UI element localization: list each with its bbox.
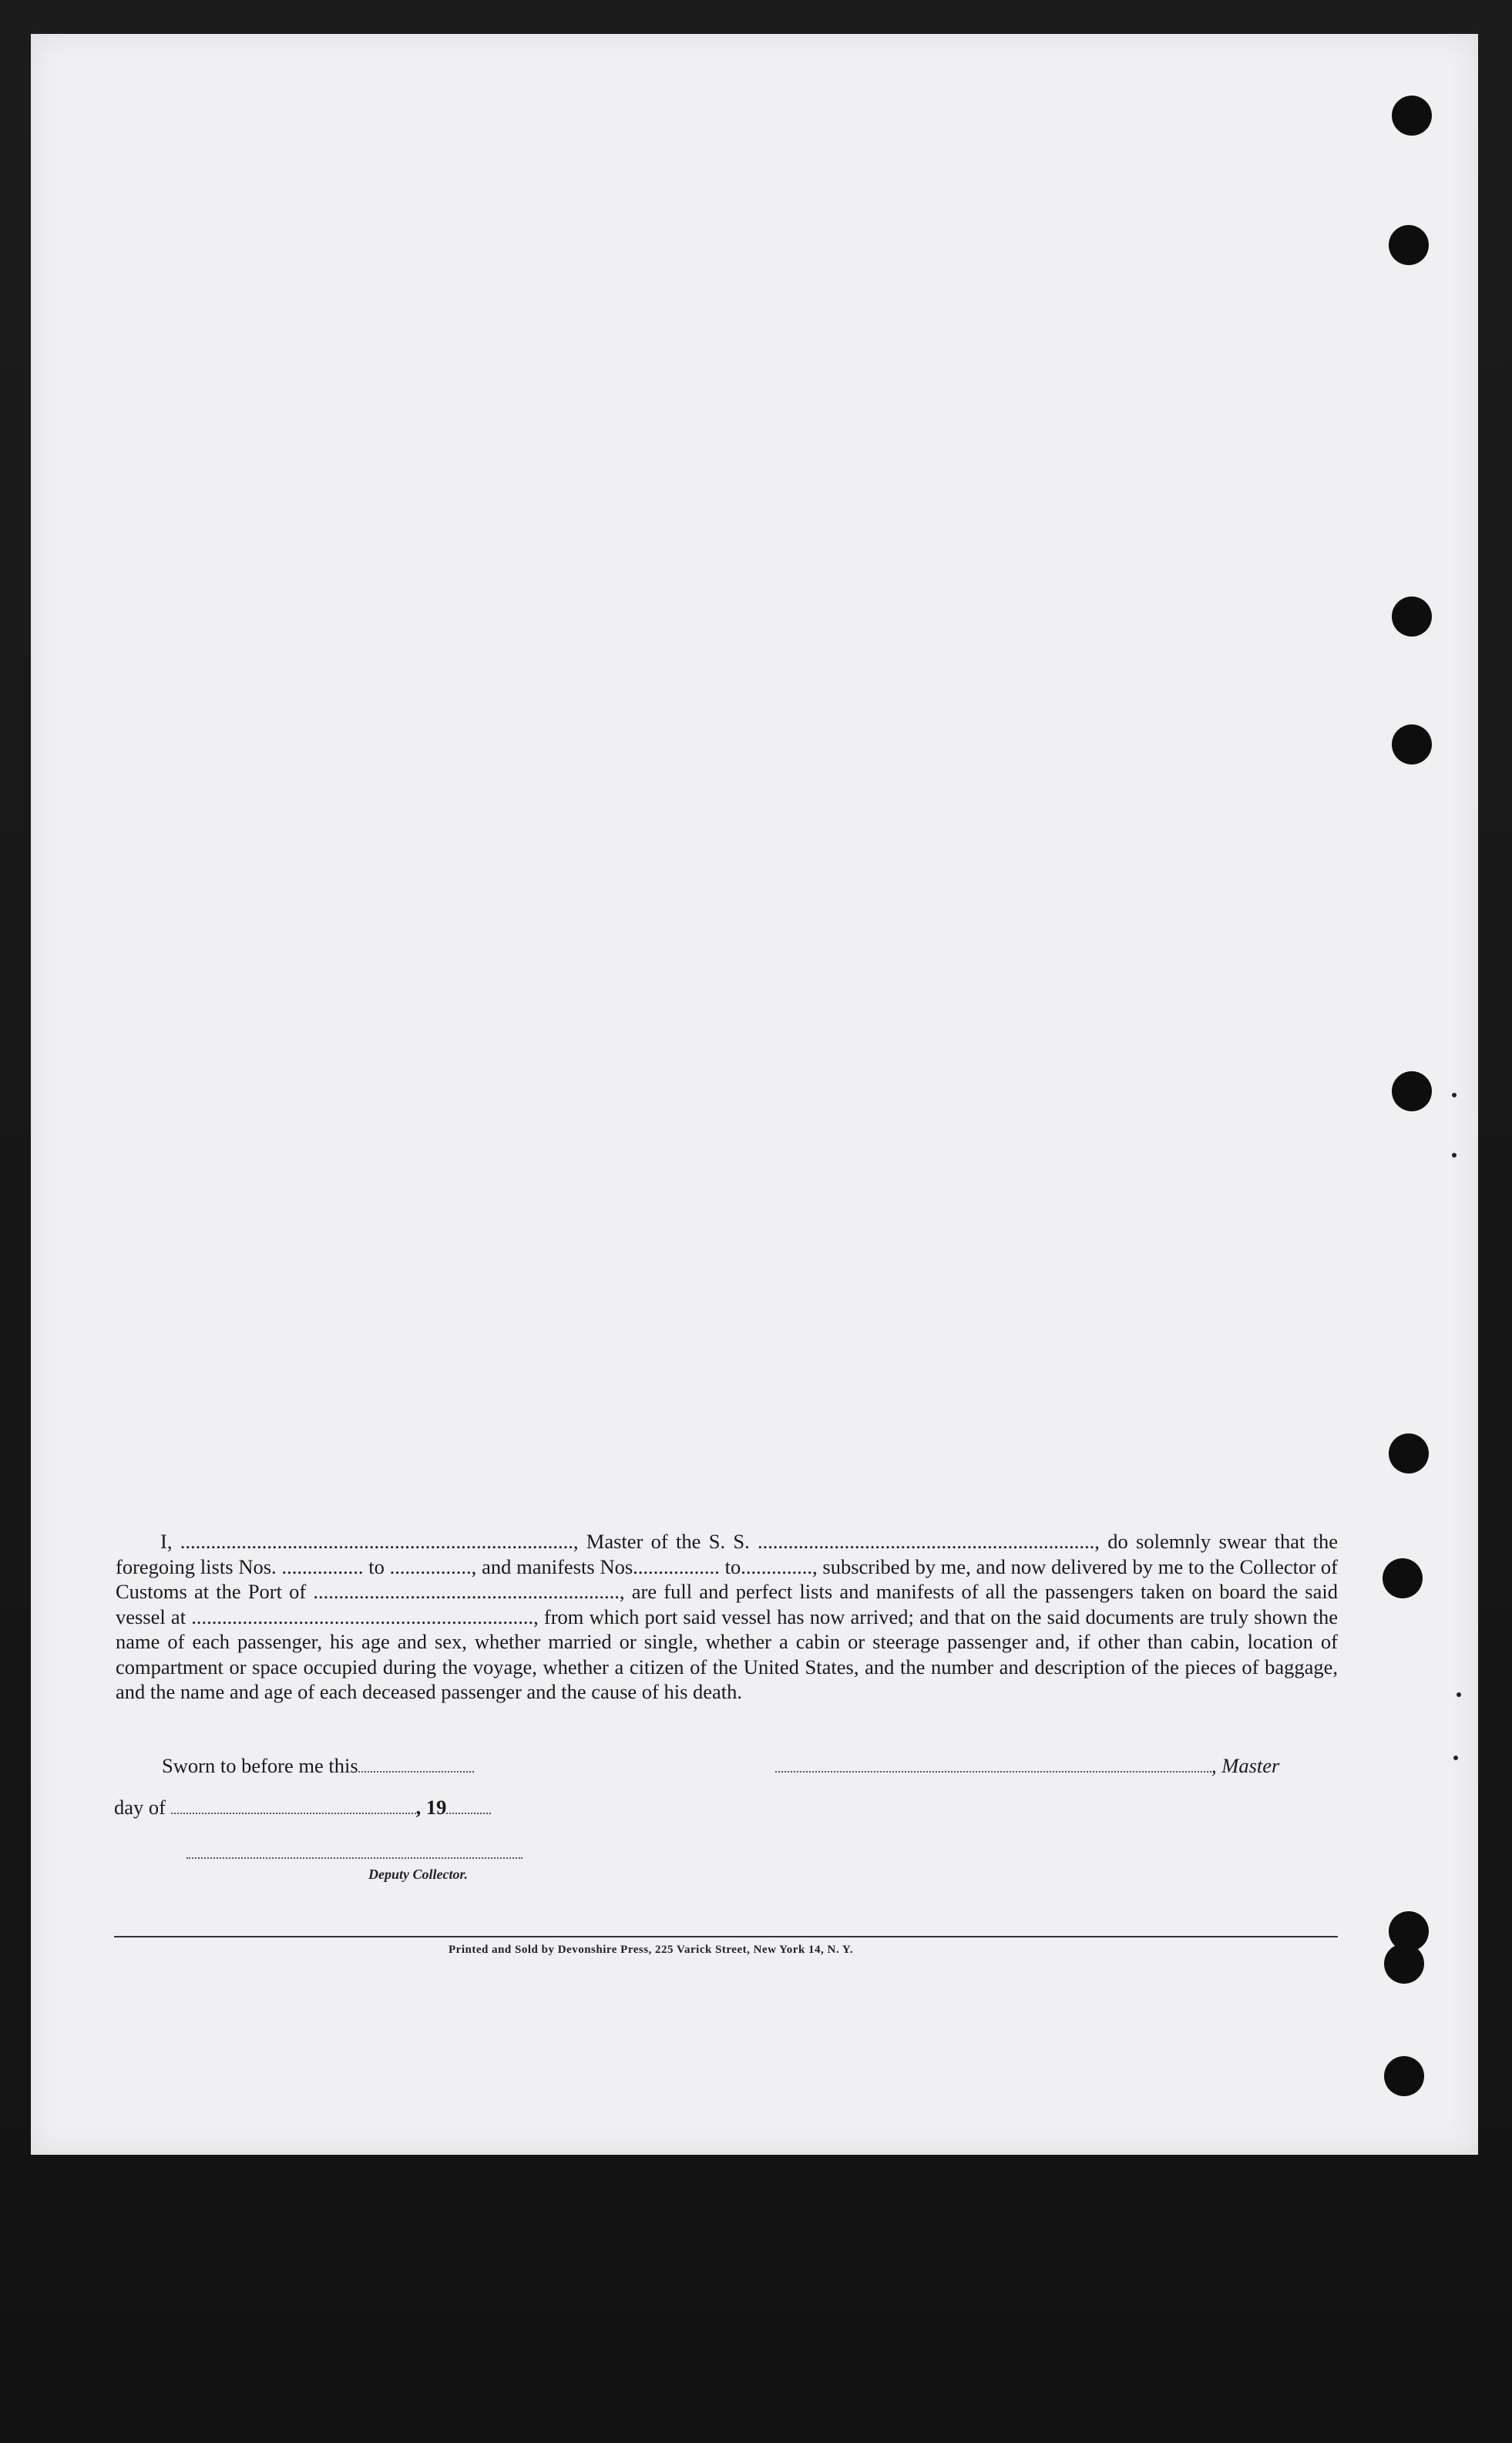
- punch-hole: [1389, 225, 1429, 265]
- deputy-collector-label: Deputy Collector.: [368, 1867, 468, 1882]
- punch-hole: [1392, 1071, 1432, 1111]
- document-page: [31, 34, 1478, 2155]
- day-label: day of: [114, 1796, 166, 1819]
- speck: [1453, 1756, 1458, 1760]
- master-signature-field[interactable]: [775, 1756, 1211, 1773]
- month-field[interactable]: [171, 1797, 416, 1814]
- master-signature-line: [775, 1754, 1279, 1778]
- speck: [1452, 1153, 1457, 1158]
- bleed-through-header: [285, 89, 748, 136]
- punch-hole: [1384, 1944, 1424, 1984]
- punch-hole: [1383, 1558, 1423, 1598]
- master-label: , Master: [1211, 1754, 1280, 1777]
- punch-hole: [1389, 1433, 1429, 1474]
- sworn-date-field[interactable]: [358, 1756, 474, 1773]
- deputy-signature-line: [186, 1840, 522, 1864]
- year-field[interactable]: [446, 1797, 491, 1814]
- punch-hole: [1392, 596, 1432, 637]
- day-line: [114, 1796, 491, 1820]
- speck: [1457, 1692, 1461, 1697]
- punch-hole: [1384, 2056, 1424, 2096]
- oath-paragraph: [116, 1529, 1338, 1705]
- deputy-signature-field[interactable]: [186, 1842, 522, 1859]
- punch-hole: [1392, 96, 1432, 136]
- sworn-label: Sworn to before me this: [162, 1754, 358, 1777]
- speck: [1452, 1093, 1457, 1097]
- year-label: , 19: [415, 1796, 447, 1819]
- oath-text: I, ............................................................................., Master of the S. S. .................................................................., do solemnly swear that the foregoing lists Nos. ................ to ................, and manifests Nos................. to.............., subscribed by me, and now delivered by me to the Collector of Customs at the Port of ............................................................, are full and perfect lists and manifests of all the passengers taken on board the said vessel at ..................................................................., from which port said vessel has now arrived; and that on the said documents are truly shown the name of each passenger, his age and sex, whether married or single, whether a cabin or steerage passenger and, if other than cabin, location of compartment or space occupied during the voyage, whether a citizen of the United States, and the number and description of the pieces of baggage, and the name and age of each deceased passenger and the cause of his death.: [116, 1530, 1338, 1703]
- footer-rule: [114, 1936, 1338, 1937]
- sworn-line: [162, 1754, 474, 1778]
- punch-hole: [1392, 724, 1432, 764]
- printer-imprint: Printed and Sold by Devonshire Press, 225 Varick Street, New York 14, N. Y.: [449, 1944, 854, 1956]
